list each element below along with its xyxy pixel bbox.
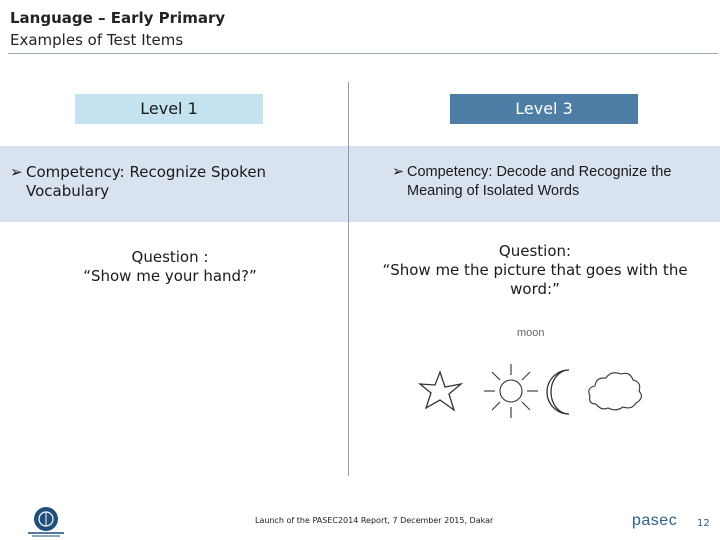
sun-icon — [484, 364, 538, 418]
column-divider — [348, 82, 349, 476]
page-number: 12 — [697, 518, 710, 529]
slide-subtitle: Examples of Test Items — [10, 31, 184, 49]
level-3-question-heading: Question: — [498, 242, 572, 260]
level-3-question — [362, 242, 708, 299]
moon-icon — [547, 370, 569, 414]
institution-logo-icon — [26, 504, 66, 538]
level-1-competency-text: Competency: Recognize Spoken Vocabulary — [26, 163, 267, 200]
star-icon — [420, 372, 461, 410]
level-1-question-heading: Question : — [131, 248, 209, 266]
bullet-arrow-icon: ➢ — [392, 164, 405, 180]
cloud-icon — [589, 373, 642, 410]
bullet-arrow-icon: ➢ — [10, 163, 23, 181]
level-1-question — [40, 248, 300, 286]
level-1-label: Level 1 — [75, 94, 263, 124]
footer-text: Launch of the PASEC2014 Report, 7 December 2015, Dakar — [255, 516, 494, 525]
level-3-competency-text: Competency: Decode and Recognize the Meaning of Isolated Words — [407, 164, 672, 199]
level-3-question-prompt: “Show me the picture that goes with the word:” — [382, 261, 688, 298]
target-word: moon — [517, 327, 545, 339]
title-rule — [8, 53, 718, 54]
level-3-label: Level 3 — [450, 94, 638, 124]
level-1-question-prompt: “Show me your hand?” — [83, 267, 257, 285]
picture-choices — [418, 362, 646, 420]
pasec-logo: pasec — [632, 512, 678, 529]
slide-title: Language – Early Primary — [10, 9, 226, 27]
